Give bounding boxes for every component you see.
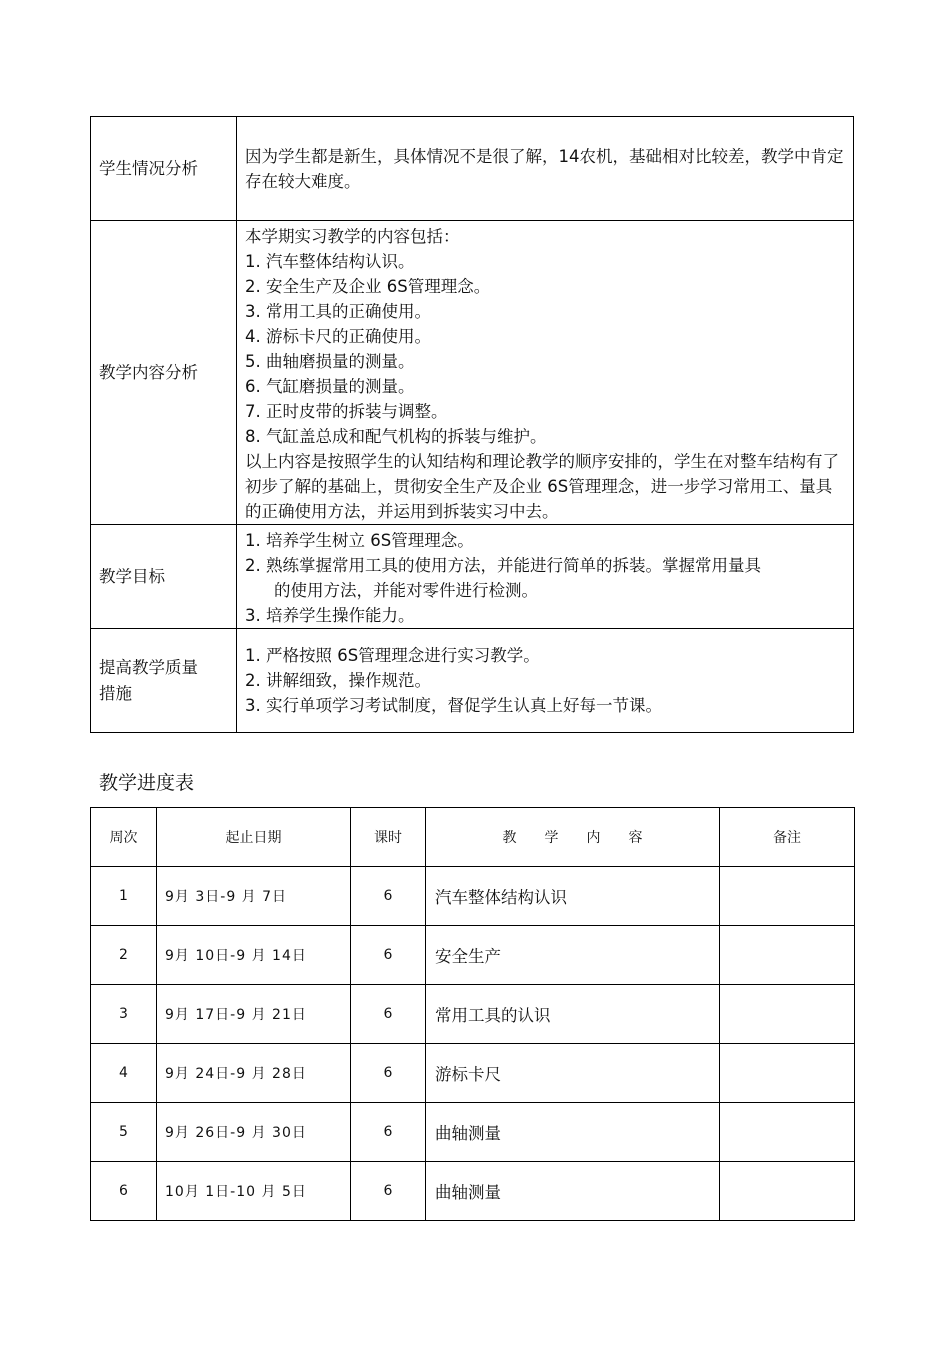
measures-label-line: 措施 [99, 683, 132, 703]
cell-content: 汽车整体结构认识 [426, 867, 720, 926]
content-item: 8. 气缸盖总成和配气机构的拆装与维护。 [245, 427, 547, 446]
cell-week: 6 [91, 1162, 157, 1221]
content-item: 2. 安全生产及企业 6S管理理念。 [245, 277, 491, 296]
cell-hours: 6 [351, 1103, 426, 1162]
goal-item: 1. 培养学生树立 6S管理理念。 [245, 530, 474, 550]
cell-notes [720, 1044, 855, 1103]
cell-hours: 6 [351, 867, 426, 926]
cell-dates: 9月 3日-9 月 7日 [157, 867, 351, 926]
cell-content: 游标卡尺 [426, 1044, 720, 1103]
cell-hours: 6 [351, 926, 426, 985]
cell-week: 5 [91, 1103, 157, 1162]
content-item: 4. 游标卡尺的正确使用。 [245, 327, 431, 346]
content-summary: 以上内容是按照学生的认知结构和理论教学的顺序安排的，学生在对整车结构有了初步了解的基础上，贯彻安全生产及企业 6S管理理念，进一步学习常用工、量具的正确使用方法，并运用到拆装实习中去。 [245, 452, 839, 521]
cell-dates: 9月 26日-9 月 30日 [157, 1103, 351, 1162]
cell-week: 2 [91, 926, 157, 985]
measure-item: 3. 实行单项学习考试制度，督促学生认真上好每一节课。 [245, 696, 662, 715]
cell-notes [720, 1162, 855, 1221]
goal-item: 2. 熟练掌握常用工具的使用方法，并能进行简单的拆装。掌握常用量具 [245, 555, 761, 575]
schedule-header-row [91, 808, 855, 867]
table-row [91, 1162, 855, 1221]
header-notes: 备注 [720, 808, 855, 867]
cell-content: 曲轴测量 [426, 1162, 720, 1221]
schedule-table [90, 807, 855, 1221]
table-row [91, 1044, 855, 1103]
header-hours: 课时 [351, 808, 426, 867]
content-list [245, 249, 845, 449]
cell-content: 安全生产 [426, 926, 720, 985]
goals-row [91, 525, 854, 629]
content-intro: 本学期实习教学的内容包括： [245, 227, 460, 246]
cell-notes [720, 926, 855, 985]
content-analysis-label: 教学内容分析 [91, 221, 237, 525]
measure-item: 2. 讲解细致，操作规范。 [245, 671, 431, 690]
header-dates: 起止日期 [157, 808, 351, 867]
table-row [91, 926, 855, 985]
header-content: 教 学 内 容 [426, 808, 720, 867]
analysis-table [90, 116, 854, 733]
content-item: 1. 汽车整体结构认识。 [245, 252, 415, 271]
content-analysis-cell [237, 221, 854, 525]
table-row [91, 985, 855, 1044]
student-analysis-row [91, 117, 854, 221]
cell-notes [720, 1103, 855, 1162]
table-row [91, 1103, 855, 1162]
goal-item-continuation: 的使用方法，并能对零件进行检测。 [274, 580, 538, 600]
measures-row [91, 629, 854, 733]
cell-hours: 6 [351, 1044, 426, 1103]
content-item: 3. 常用工具的正确使用。 [245, 302, 431, 321]
table-row [91, 867, 855, 926]
content-analysis-row [91, 221, 854, 525]
student-analysis-text: 因为学生都是新生，具体情况不是很了解，14农机，基础相对比较差，教学中肯定存在较大难度。 [237, 117, 854, 221]
schedule-title: 教学进度表 [99, 772, 195, 794]
cell-hours: 6 [351, 1162, 426, 1221]
cell-week: 4 [91, 1044, 157, 1103]
measures-cell [237, 629, 854, 733]
cell-content: 常用工具的认识 [426, 985, 720, 1044]
goals-label: 教学目标 [91, 525, 237, 629]
cell-dates: 9月 10日-9 月 14日 [157, 926, 351, 985]
cell-hours: 6 [351, 985, 426, 1044]
cell-content: 曲轴测量 [426, 1103, 720, 1162]
content-item: 6. 气缸磨损量的测量。 [245, 377, 415, 396]
cell-week: 1 [91, 867, 157, 926]
cell-dates: 10月 1日-10 月 5日 [157, 1162, 351, 1221]
content-item: 5. 曲轴磨损量的测量。 [245, 352, 415, 371]
measure-item: 1. 严格按照 6S管理理念进行实习教学。 [245, 646, 540, 665]
content-item: 7. 正时皮带的拆装与调整。 [245, 402, 448, 421]
cell-notes [720, 985, 855, 1044]
header-week: 周次 [91, 808, 157, 867]
cell-notes [720, 867, 855, 926]
cell-week: 3 [91, 985, 157, 1044]
goal-item: 3. 培养学生操作能力。 [245, 605, 415, 625]
cell-dates: 9月 24日-9 月 28日 [157, 1044, 351, 1103]
measures-label-line: 提高教学质量 [99, 657, 198, 677]
goals-cell [237, 525, 854, 629]
student-analysis-label: 学生情况分析 [91, 117, 237, 221]
cell-dates: 9月 17日-9 月 21日 [157, 985, 351, 1044]
measures-label [91, 629, 237, 733]
